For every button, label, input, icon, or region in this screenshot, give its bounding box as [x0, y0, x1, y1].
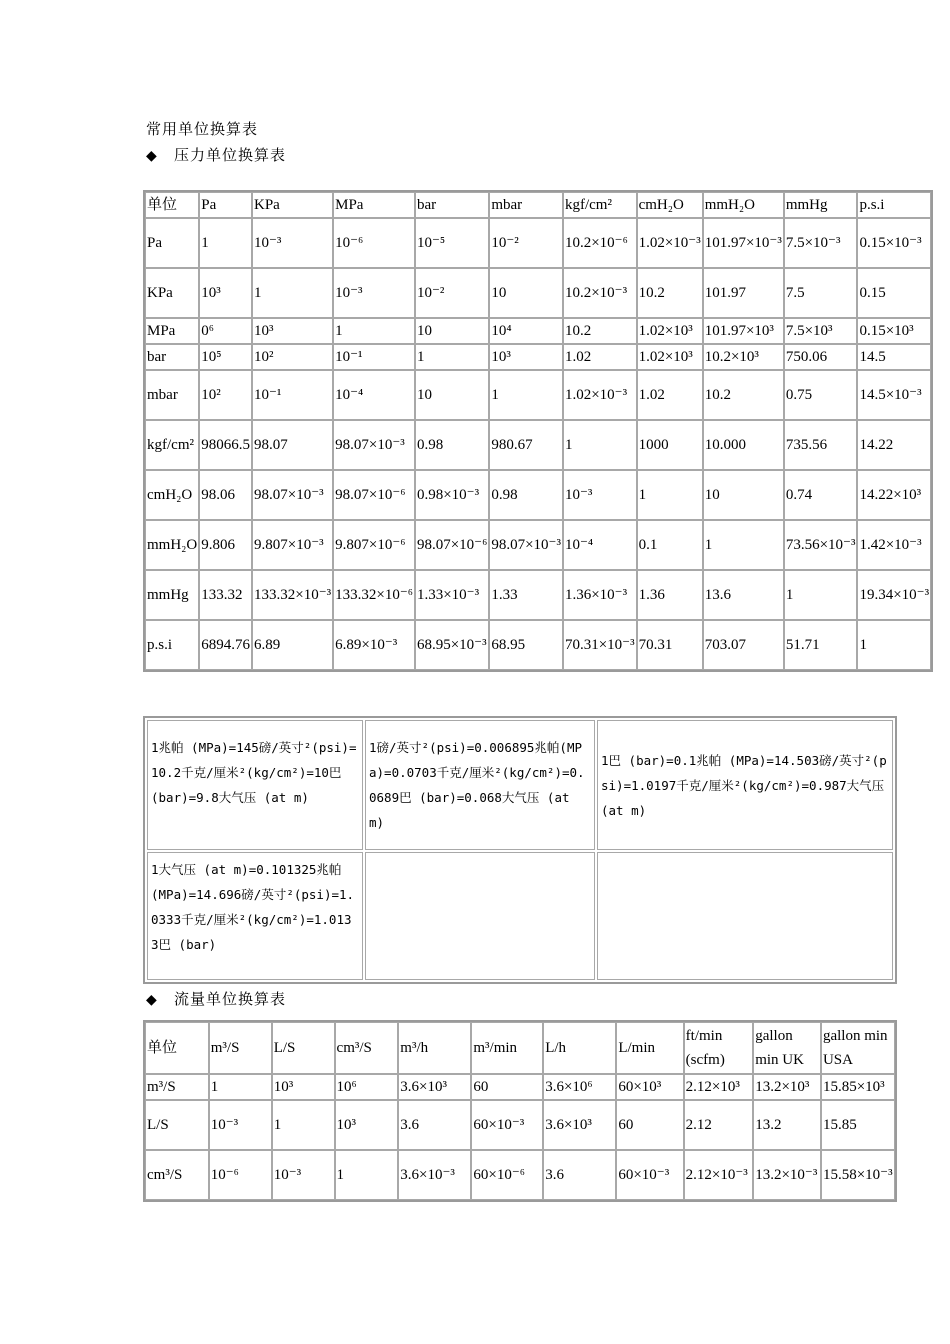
- table-cell: 10³: [199, 268, 252, 318]
- header-cell: m³/h: [398, 1022, 471, 1074]
- table-cell: 0.74: [784, 470, 858, 520]
- table-cell: 98.06: [199, 470, 252, 520]
- table-cell: 1000: [637, 420, 703, 470]
- header-cell: cmH₂O: [637, 192, 703, 218]
- table-cell: 68.95: [489, 620, 563, 670]
- header-row: [145, 192, 931, 218]
- table-cell: 6894.76: [199, 620, 252, 670]
- table-cell: 1.33×10⁻³: [415, 570, 489, 620]
- row-label-cell: mbar: [145, 370, 199, 420]
- table-cell: 13.6: [703, 570, 784, 620]
- table-cell: 1: [272, 1100, 335, 1150]
- table-row: [145, 1150, 895, 1200]
- row-label-cell: MPa: [145, 318, 199, 344]
- table-cell: 101.97: [703, 268, 784, 318]
- header-cell: 单位: [145, 192, 199, 218]
- table-cell: 10⁻³: [272, 1150, 335, 1200]
- table-cell: 2.12: [684, 1100, 754, 1150]
- note-cell: 1磅/英寸²(psi)=0.006895兆帕(MPa)=0.0703千克/厘米²(kg/cm²)=0.0689巴 (bar)=0.068大气压 (at m): [365, 720, 595, 850]
- table-cell: 10.2: [703, 370, 784, 420]
- table-row: [145, 520, 931, 570]
- table-cell: 10⁻³: [209, 1100, 272, 1150]
- section-heading-flow: [146, 988, 286, 1009]
- row-label-cell: Pa: [145, 218, 199, 268]
- flow-conversion-table: [143, 1020, 897, 1202]
- table-cell: 1: [252, 268, 333, 318]
- row-label-cell: mmH₂O: [145, 520, 199, 570]
- table-cell: 10⁻⁴: [563, 520, 637, 570]
- table-cell: 0.1: [637, 520, 703, 570]
- table-row: [145, 218, 931, 268]
- table-cell: 133.32: [199, 570, 252, 620]
- section-heading-pressure: [146, 144, 286, 165]
- table-cell: 2.12×10³: [684, 1074, 754, 1100]
- table-cell: 10.2: [637, 268, 703, 318]
- table-cell: 1: [703, 520, 784, 570]
- table-cell: 10⁻¹: [252, 370, 333, 420]
- table-cell: 6.89×10⁻³: [333, 620, 415, 670]
- table-row: [145, 570, 931, 620]
- table-cell: 13.2×10³: [753, 1074, 821, 1100]
- table-cell: 9.807×10⁻³: [252, 520, 333, 570]
- table-row: [145, 1100, 895, 1150]
- table-cell: 13.2: [753, 1100, 821, 1150]
- pressure-notes-table: [143, 716, 897, 984]
- table-cell: 1.02×10⁻³: [563, 370, 637, 420]
- table-cell: 0.15: [857, 268, 931, 318]
- row-label-cell: m³/S: [145, 1074, 209, 1100]
- table-cell: 14.22×10³: [857, 470, 931, 520]
- header-cell: gallon min UK: [753, 1022, 821, 1074]
- table-cell: 1.02×10⁻³: [637, 218, 703, 268]
- table-cell: 1.02: [637, 370, 703, 420]
- header-cell: MPa: [333, 192, 415, 218]
- table-cell: 1: [857, 620, 931, 670]
- table-cell: 1.36: [637, 570, 703, 620]
- header-cell: m³/S: [209, 1022, 272, 1074]
- table-cell: 3.6×10³: [398, 1074, 471, 1100]
- table-cell: 1: [637, 470, 703, 520]
- table-cell: 9.807×10⁻⁶: [333, 520, 415, 570]
- table-cell: 14.5: [857, 344, 931, 370]
- table-cell: 7.5×10⁻³: [784, 218, 858, 268]
- table-cell: 60×10⁻³: [471, 1100, 543, 1150]
- table-cell: 0.98: [489, 470, 563, 520]
- header-cell: mmH₂O: [703, 192, 784, 218]
- table-cell: 0.98: [415, 420, 489, 470]
- table-cell: 2.12×10⁻³: [684, 1150, 754, 1200]
- table-cell: 10³: [272, 1074, 335, 1100]
- table-cell: 98.07×10⁻⁶: [333, 470, 415, 520]
- table-cell: 19.34×10⁻³: [857, 570, 931, 620]
- table-cell: 1.02×10³: [637, 344, 703, 370]
- table-cell: 60×10⁻³: [616, 1150, 683, 1200]
- table-cell: 70.31×10⁻³: [563, 620, 637, 670]
- table-cell: 98066.5: [199, 420, 252, 470]
- bullet-diamond-icon: ◆: [146, 993, 158, 1008]
- table-cell: 3.6×10⁶: [543, 1074, 616, 1100]
- table-row: [145, 318, 931, 344]
- table-cell: 1.02×10³: [637, 318, 703, 344]
- table-cell: 68.95×10⁻³: [415, 620, 489, 670]
- note-cell-empty: [365, 852, 595, 980]
- table-cell: 1.42×10⁻³: [857, 520, 931, 570]
- table-cell: 98.07×10⁻⁶: [415, 520, 489, 570]
- header-cell: L/min: [616, 1022, 683, 1074]
- table-cell: 10⁻³: [563, 470, 637, 520]
- header-cell: p.s.i: [857, 192, 931, 218]
- table-cell: 6.89: [252, 620, 333, 670]
- table-cell: 3.6: [543, 1150, 616, 1200]
- table-cell: 10⁻⁴: [333, 370, 415, 420]
- header-cell: ft/min (scfm): [684, 1022, 754, 1074]
- table-cell: 10.2: [563, 318, 637, 344]
- table-cell: 10²: [199, 370, 252, 420]
- table-cell: 1: [333, 318, 415, 344]
- table-cell: 3.6: [398, 1100, 471, 1150]
- table-cell: 980.67: [489, 420, 563, 470]
- header-cell: bar: [415, 192, 489, 218]
- table-cell: 1.33: [489, 570, 563, 620]
- table-cell: 10⁻⁶: [209, 1150, 272, 1200]
- table-cell: 14.22: [857, 420, 931, 470]
- table-cell: 1.02: [563, 344, 637, 370]
- table-cell: 703.07: [703, 620, 784, 670]
- header-cell: 单位: [145, 1022, 209, 1074]
- table-cell: 101.97×10³: [703, 318, 784, 344]
- table-cell: 60: [616, 1100, 683, 1150]
- table-cell: 1: [784, 570, 858, 620]
- table-cell: 10⁵: [199, 344, 252, 370]
- pressure-conversion-table: [143, 190, 933, 672]
- table-cell: 10.2×10³: [703, 344, 784, 370]
- table-cell: 1: [415, 344, 489, 370]
- table-cell: 98.07×10⁻³: [333, 420, 415, 470]
- table-cell: 0.15×10³: [857, 318, 931, 344]
- table-cell: 60×10⁻⁶: [471, 1150, 543, 1200]
- row-label-cell: p.s.i: [145, 620, 199, 670]
- table-cell: 10³: [489, 344, 563, 370]
- table-cell: 13.2×10⁻³: [753, 1150, 821, 1200]
- table-cell: 51.71: [784, 620, 858, 670]
- header-cell: L/S: [272, 1022, 335, 1074]
- header-cell: L/h: [543, 1022, 616, 1074]
- row-label-cell: bar: [145, 344, 199, 370]
- table-cell: 15.85×10³: [821, 1074, 895, 1100]
- table-cell: 98.07: [252, 420, 333, 470]
- header-cell: kgf/cm²: [563, 192, 637, 218]
- header-cell: mmHg: [784, 192, 858, 218]
- table-cell: 14.5×10⁻³: [857, 370, 931, 420]
- table-cell: 10.000: [703, 420, 784, 470]
- table-cell: 750.06: [784, 344, 858, 370]
- table-row: [145, 1074, 895, 1100]
- table-cell: 7.5×10³: [784, 318, 858, 344]
- table-cell: 0.75: [784, 370, 858, 420]
- table-row: [145, 344, 931, 370]
- header-cell: m³/min: [471, 1022, 543, 1074]
- table-cell: 101.97×10⁻³: [703, 218, 784, 268]
- table-cell: 1: [199, 218, 252, 268]
- header-cell: gallon min USA: [821, 1022, 895, 1074]
- table-cell: 60×10³: [616, 1074, 683, 1100]
- row-label-cell: cm³/S: [145, 1150, 209, 1200]
- table-cell: 10: [703, 470, 784, 520]
- note-cell: 1兆帕 (MPa)=145磅/英寸²(psi)=10.2千克/厘米²(kg/cm²)=10巴 (bar)=9.8大气压 (at m): [147, 720, 363, 850]
- table-cell: 60: [471, 1074, 543, 1100]
- table-cell: 9.806: [199, 520, 252, 570]
- table-cell: 15.85: [821, 1100, 895, 1150]
- row-label-cell: kgf/cm²: [145, 420, 199, 470]
- row-label-cell: KPa: [145, 268, 199, 318]
- table-cell: 10: [415, 370, 489, 420]
- table-cell: 0.15×10⁻³: [857, 218, 931, 268]
- table-cell: 98.07×10⁻³: [489, 520, 563, 570]
- header-cell: mbar: [489, 192, 563, 218]
- row-label-cell: mmHg: [145, 570, 199, 620]
- header-cell: cm³/S: [335, 1022, 399, 1074]
- section-heading-pressure-text: 压力单位换算表: [174, 148, 287, 164]
- table-cell: 0⁶: [199, 318, 252, 344]
- bullet-diamond-icon: ◆: [146, 149, 158, 164]
- row-label-cell: L/S: [145, 1100, 209, 1150]
- table-row: [145, 470, 931, 520]
- table-cell: 10³: [252, 318, 333, 344]
- table-cell: 70.31: [637, 620, 703, 670]
- table-cell: 1: [209, 1074, 272, 1100]
- table-cell: 10⁻⁶: [333, 218, 415, 268]
- table-cell: 10⁴: [489, 318, 563, 344]
- table-cell: 10: [415, 318, 489, 344]
- table-cell: 1.36×10⁻³: [563, 570, 637, 620]
- table-cell: 73.56×10⁻³: [784, 520, 858, 570]
- table-cell: 1: [563, 420, 637, 470]
- table-cell: 10³: [335, 1100, 399, 1150]
- table-cell: 10⁻³: [333, 268, 415, 318]
- table-cell: 133.32×10⁻⁶: [333, 570, 415, 620]
- section-heading-flow-text: 流量单位换算表: [174, 992, 287, 1008]
- table-cell: 98.07×10⁻³: [252, 470, 333, 520]
- table-cell: 133.32×10⁻³: [252, 570, 333, 620]
- table-cell: 1: [335, 1150, 399, 1200]
- header-cell: Pa: [199, 192, 252, 218]
- table-cell: 10.2×10⁻⁶: [563, 218, 637, 268]
- table-row: [145, 620, 931, 670]
- table-cell: 0.98×10⁻³: [415, 470, 489, 520]
- header-cell: KPa: [252, 192, 333, 218]
- header-row: [145, 1022, 895, 1074]
- table-row: [145, 268, 931, 318]
- table-cell: 735.56: [784, 420, 858, 470]
- table-cell: 3.6×10⁻³: [398, 1150, 471, 1200]
- table-cell: 10.2×10⁻³: [563, 268, 637, 318]
- table-cell: 10⁻⁵: [415, 218, 489, 268]
- note-cell: 1巴 (bar)=0.1兆帕 (MPa)=14.503磅/英寸²(psi)=1.0197千克/厘米²(kg/cm²)=0.987大气压 (at m): [597, 720, 893, 850]
- table-cell: 1: [489, 370, 563, 420]
- note-cell-empty: [597, 852, 893, 980]
- table-row: [145, 420, 931, 470]
- table-cell: 10: [489, 268, 563, 318]
- table-cell: 10⁻²: [415, 268, 489, 318]
- table-row: [145, 370, 931, 420]
- document-title: 常用单位换算表: [146, 122, 259, 138]
- table-cell: 10⁶: [335, 1074, 399, 1100]
- table-cell: 10⁻²: [489, 218, 563, 268]
- table-cell: 7.5: [784, 268, 858, 318]
- note-cell: 1大气压 (at m)=0.101325兆帕 (MPa)=14.696磅/英寸²(psi)=1.0333千克/厘米²(kg/cm²)=1.0133巴 (bar): [147, 852, 363, 980]
- table-cell: 10⁻¹: [333, 344, 415, 370]
- table-cell: 15.58×10⁻³: [821, 1150, 895, 1200]
- row-label-cell: cmH₂O: [145, 470, 199, 520]
- table-cell: 10²: [252, 344, 333, 370]
- table-cell: 10⁻³: [252, 218, 333, 268]
- table-cell: 3.6×10³: [543, 1100, 616, 1150]
